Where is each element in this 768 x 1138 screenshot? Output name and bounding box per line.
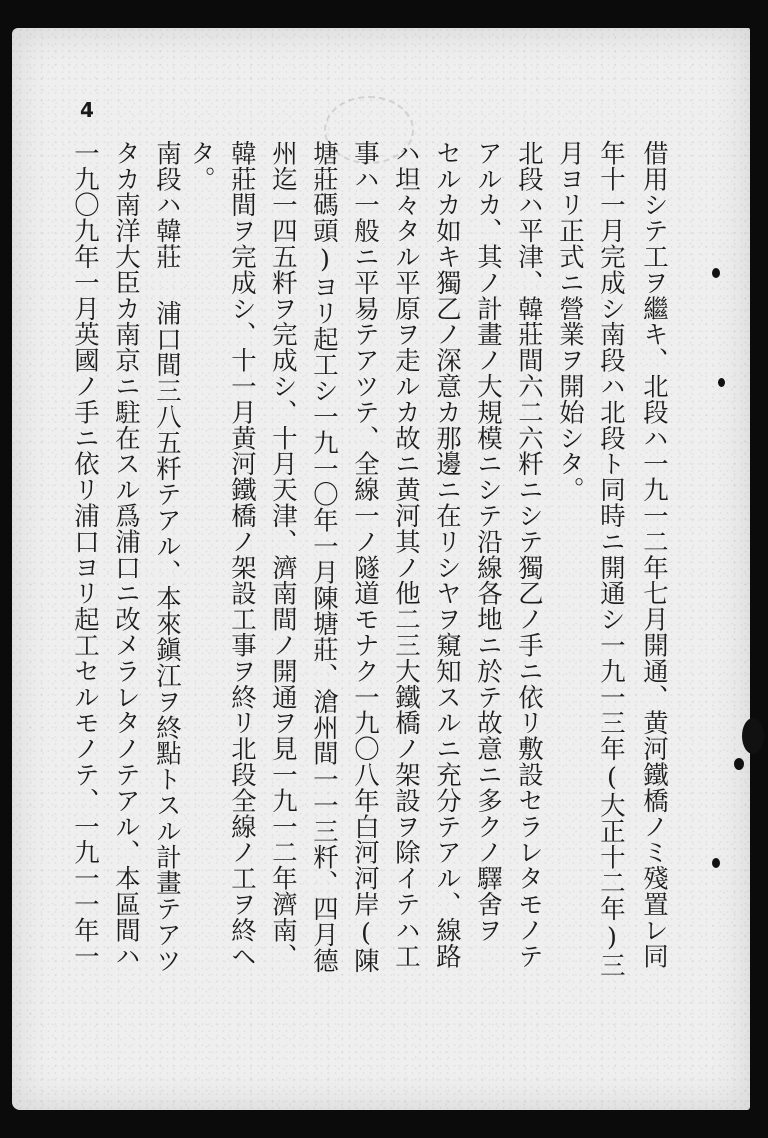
text-column-11: 韓莊間ヲ完成シ、十一月黄河鐵橋ノ架設工事ヲ終リ北段全線ノ工ヲ終ヘ — [228, 140, 258, 969]
text-column-9: 塘莊碼頭)ヨリ起工シ一九一〇年一月陳塘莊、滄州間一一三粁、四月德 — [310, 140, 340, 974]
text-column-1: 借用シテ工ヲ繼キ、北段ハ一九一二年七月開通、黄河鐵橋ノミ殘置レ同 — [640, 140, 670, 969]
text-column-14: タカ南洋大臣カ南京ニ駐在スル爲浦口ニ改メラレタノテアル、本區間ハ — [112, 140, 142, 969]
text-column-10: 州迄一四五粁ヲ完成シ、十月天津、濟南間ノ開通ヲ見一九一二年濟南、 — [269, 140, 299, 969]
document-page — [12, 28, 750, 1110]
text-column-3: 月ヨリ正式ニ營業ヲ開始シタ。 — [556, 140, 586, 503]
text-column-13: 南段ハ韓莊 浦口間三八五粁テアル、本來鎭江ヲ終點トスル計畫テアツ — [153, 140, 183, 974]
ink-speck — [718, 378, 725, 387]
text-column-6: セルカ如キ獨乙ノ深意カ那邊ニ在リシヤヲ窺知スルニ充分テアル、線路 — [433, 140, 463, 969]
ink-speck — [712, 858, 720, 868]
ink-smudge — [742, 718, 764, 754]
text-column-2: 年十一月完成シ南段ハ北段ト同時ニ開通シ一九一三年(大正十二年)三 — [597, 140, 627, 978]
text-column-15: 一九〇九年一月英國ノ手ニ依リ浦口ヨリ起工セルモノテ、一九一一年一 — [71, 140, 101, 969]
text-column-12: タ。 — [187, 140, 217, 192]
text-column-7: ハ坦々タル平原ヲ走ルカ故ニ黄河其ノ他二三大鐵橋ノ架設ヲ除イテハ工 — [392, 140, 422, 969]
page-number: 4 — [80, 98, 94, 122]
ink-speck — [712, 268, 720, 278]
text-column-4: 北段ハ平津、韓莊間六二六粁ニシテ獨乙ノ手ニ依リ敷設セラレタモノテ — [515, 140, 545, 969]
text-column-8: 事ハ一般ニ平易テアツテ、全線一ノ隧道モナク一九〇八年白河河岸(陳 — [351, 140, 381, 974]
ink-speck — [734, 758, 744, 770]
text-column-5: アルカ、其ノ計畫ノ大規模ニシテ沿線各地ニ於テ故意ニ多クノ驛舍ヲ — [474, 140, 504, 943]
